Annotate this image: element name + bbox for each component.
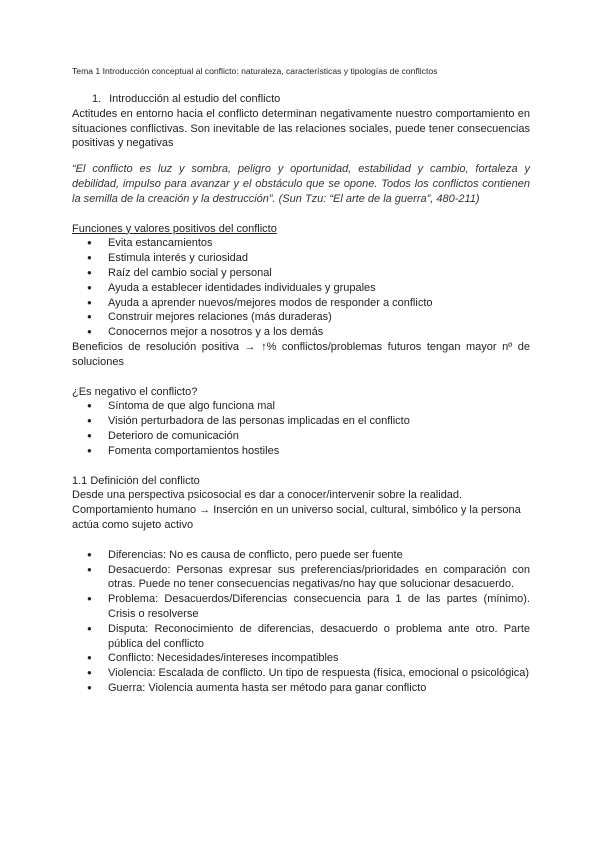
list-item: ● Guerra: Violencia aumenta hasta ser método para ganar conflicto bbox=[72, 681, 530, 696]
list-item: ● Problema: Desacuerdos/Diferencias consecuencia para 1 de las partes (mínimo). Crisis o resolverse bbox=[72, 592, 530, 622]
list-item: ● Ayuda a establecer identidades individuales y grupales bbox=[72, 281, 530, 296]
section-heading bbox=[92, 92, 530, 107]
list-item: ● Fomenta comportamientos hostiles bbox=[72, 444, 530, 459]
list-item: ● Evita estancamientos bbox=[72, 236, 530, 251]
list-item: ● Ayuda a aprender nuevos/mejores modos de responder a conflicto bbox=[72, 296, 530, 311]
definicion-list bbox=[72, 548, 530, 696]
list-item: ● Raíz del cambio social y personal bbox=[72, 266, 530, 281]
list-item: ● Visión perturbadora de las personas implicadas en el conflicto bbox=[72, 414, 530, 429]
section-heading-text: Introducción al estudio del conflicto bbox=[109, 93, 281, 105]
funciones-list bbox=[72, 236, 530, 340]
list-item: ● Síntoma de que algo funciona mal bbox=[72, 399, 530, 414]
list-item: ● Conocernos mejor a nosotros y a los demás bbox=[72, 325, 530, 340]
definicion-line-1: Desde una perspectiva psicosocial es dar a conocer/intervenir sobre la realidad. bbox=[72, 489, 463, 502]
beneficios-paragraph: Beneficios de resolución positiva → ↑% conflictos/problemas futuros tengan mayor nº de soluciones bbox=[72, 340, 530, 368]
document-title: Tema 1 Introducción conceptual al conflicto: naturaleza, características y tipologías de conflictos bbox=[72, 66, 438, 76]
negativo-list bbox=[72, 399, 530, 458]
section-number: 1. bbox=[92, 93, 102, 105]
document-page bbox=[72, 66, 530, 696]
list-item: ● Construir mejores relaciones (más duraderas) bbox=[72, 310, 530, 325]
list-item: ● Desacuerdo: Personas expresar sus preferencias/prioridades en comparación con otras. Puede no tener consecuencias negativas/no hay que solucionar desacuerdo. bbox=[72, 563, 530, 593]
list-item: ● Deterioro de comunicación bbox=[72, 429, 530, 444]
list-item: ● Estimula interés y curiosidad bbox=[72, 251, 530, 266]
sun-tzu-quote: “El conflicto es luz y sombra, peligro y oportunidad, estabilidad y cambio, fortaleza y debilidad, impulso para avanzar y el obstáculo que se opone. Todos los conflictos contienen la semilla de la creación y la destrucción”. (Sun Tzu: “El arte de la guerra”, 480-211) bbox=[72, 163, 530, 205]
list-item: ● Conflicto: Necesidades/intereses incompatibles bbox=[72, 651, 530, 666]
list-item: ● Disputa: Reconocimiento de diferencias, desacuerdo o problema ante otro. Parte pública del conflicto bbox=[72, 622, 530, 652]
negativo-heading: ¿Es negativo el conflicto? bbox=[72, 385, 198, 398]
definicion-heading: 1.1 Definición del conflicto bbox=[72, 474, 200, 487]
intro-paragraph: Actitudes en entorno hacia el conflicto determinan negativamente nuestro comportamiento en situaciones conflictivas. Son inevitable de las relaciones sociales, puede tener consecuencias positivas y negativas bbox=[72, 107, 530, 150]
list-item: ● Violencia: Escalada de conflicto. Un tipo de respuesta (física, emocional o psicológica) bbox=[72, 666, 530, 681]
funciones-heading: Funciones y valores positivos del conflicto bbox=[72, 222, 277, 235]
list-item: ● Diferencias: No es causa de conflicto, pero puede ser fuente bbox=[72, 548, 530, 563]
definicion-line-2: Comportamiento humano → Inserción en un universo social, cultural, simbólico y la persona actúa como sujeto activo bbox=[72, 504, 521, 531]
